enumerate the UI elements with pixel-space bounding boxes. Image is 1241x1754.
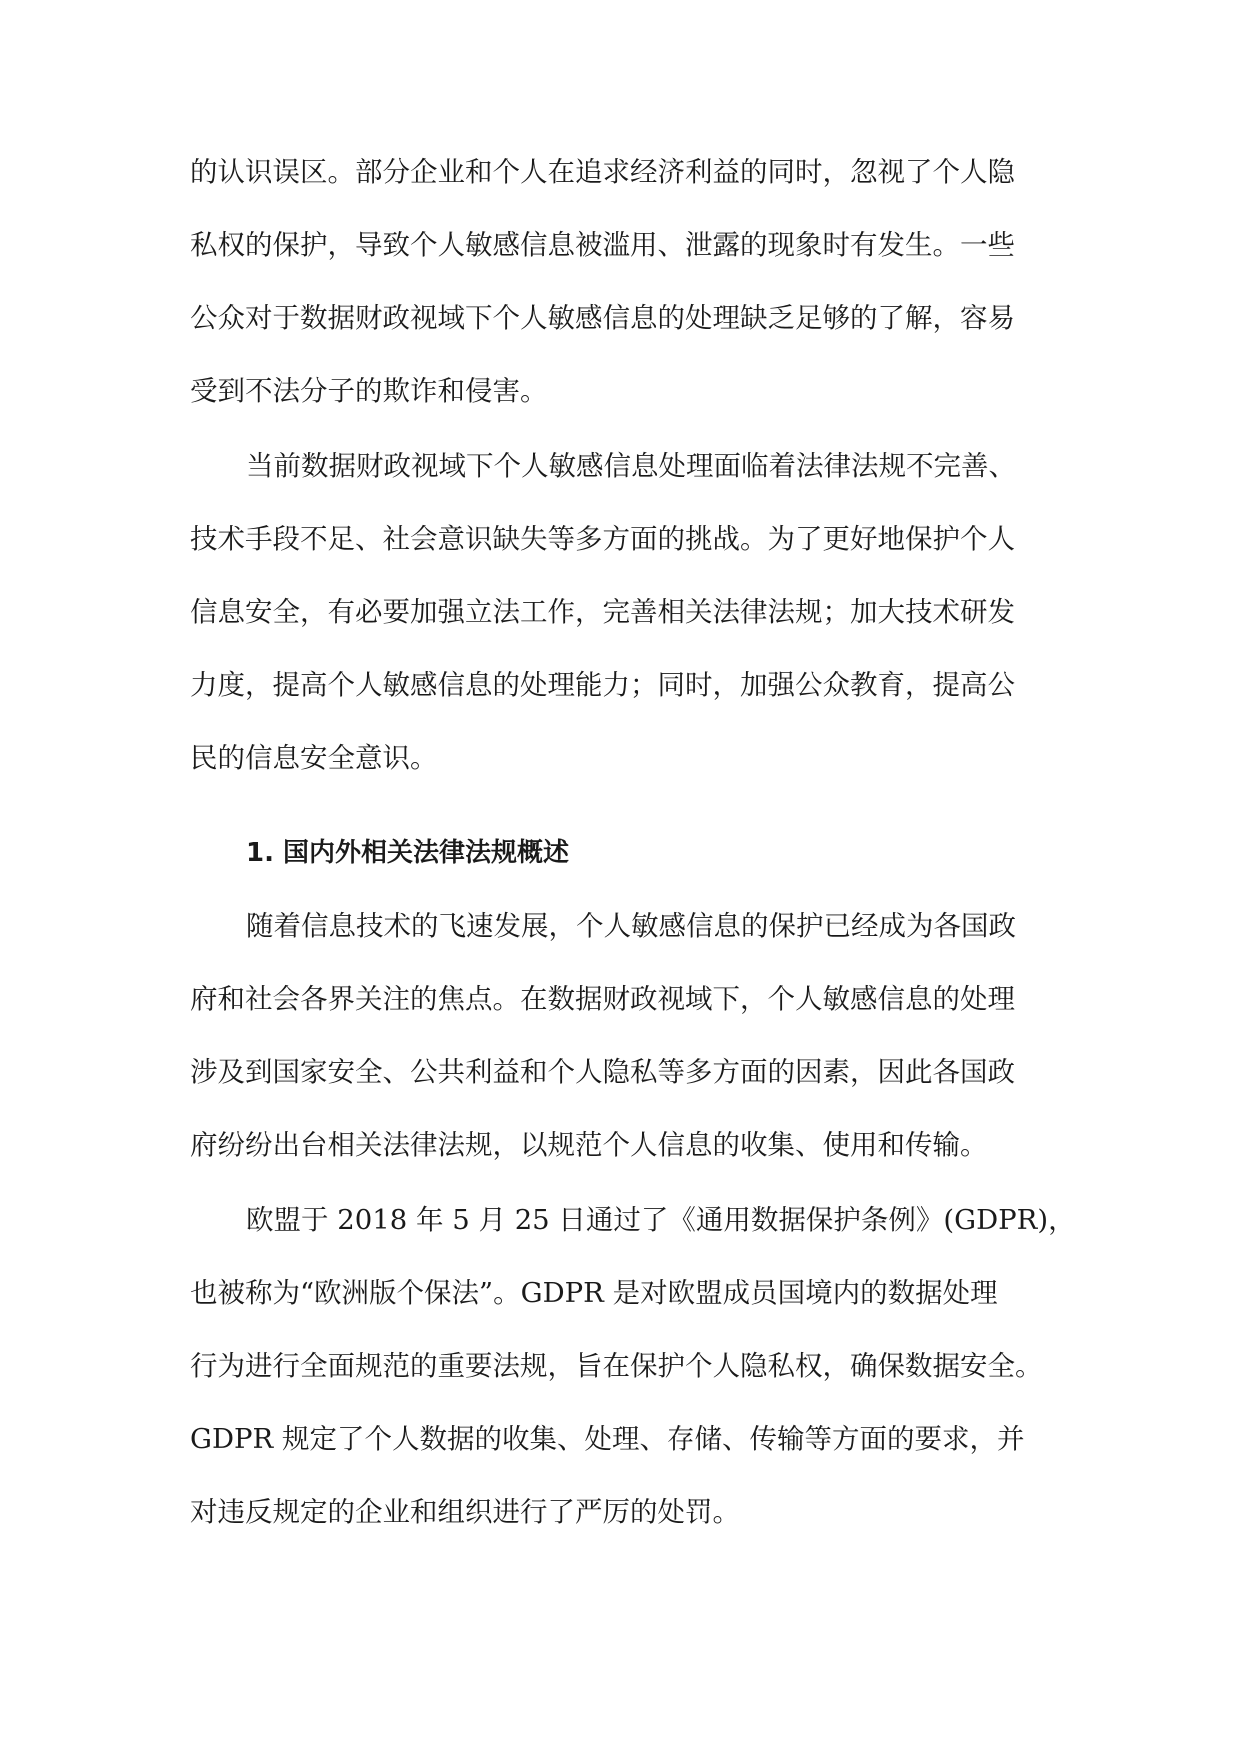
paragraph	[190, 890, 1056, 1182]
text-line: 力度，提高个人敏感信息的处理能力；同时，加强公众教育，提高公	[190, 669, 1015, 701]
section-heading: 1. 国内外相关法律法规概述	[246, 838, 570, 868]
text-line: 府纷纷出台相关法律法规，以规范个人信息的收集、使用和传输。	[190, 1129, 988, 1161]
text-line: 公众对于数据财政视域下个人敏感信息的处理缺乏足够的了解，容易	[190, 302, 1015, 334]
text-line: 涉及到国家安全、公共利益和个人隐私等多方面的因素，因此各国政	[190, 1056, 1015, 1088]
text-line: 信息安全，有必要加强立法工作，完善相关法律法规；加大技术研发	[190, 596, 1015, 628]
text-line: GDPR 规定了个人数据的收集、处理、存储、传输等方面的要求，并	[190, 1423, 1025, 1455]
text-line: 私权的保护，导致个人敏感信息被滥用、泄露的现象时有发生。一些	[190, 229, 1015, 261]
text-line: 民的信息安全意识。	[190, 742, 438, 774]
text-line: 欧盟于 2018 年 5 月 25 日通过了《通用数据保护条例》(GDPR)，	[246, 1204, 1076, 1236]
text-line: 受到不法分子的欺诈和侵害。	[190, 375, 548, 407]
paragraph	[190, 430, 1056, 795]
text-line: 当前数据财政视域下个人敏感信息处理面临着法律法规不完善、	[246, 450, 1016, 482]
text-line: 的认识误区。部分企业和个人在追求经济利益的同时，忽视了个人隐	[190, 156, 1015, 188]
text-line: 对违反规定的企业和组织进行了严厉的处罚。	[190, 1496, 740, 1528]
text-line: 也被称为“欧洲版个保法”。GDPR 是对欧盟成员国境内的数据处理	[190, 1277, 998, 1309]
text-line: 行为进行全面规范的重要法规，旨在保护个人隐私权，确保数据安全。	[190, 1350, 1043, 1382]
text-line: 府和社会各界关注的焦点。在数据财政视域下，个人敏感信息的处理	[190, 983, 1015, 1015]
text-line: 技术手段不足、社会意识缺失等多方面的挑战。为了更好地保护个人	[190, 523, 1015, 555]
section	[190, 817, 1056, 890]
paragraph	[190, 1184, 1076, 1549]
text-line: 随着信息技术的飞速发展，个人敏感信息的保护已经成为各国政	[246, 910, 1016, 942]
document-body	[190, 136, 1076, 1549]
paragraph	[190, 136, 1056, 428]
